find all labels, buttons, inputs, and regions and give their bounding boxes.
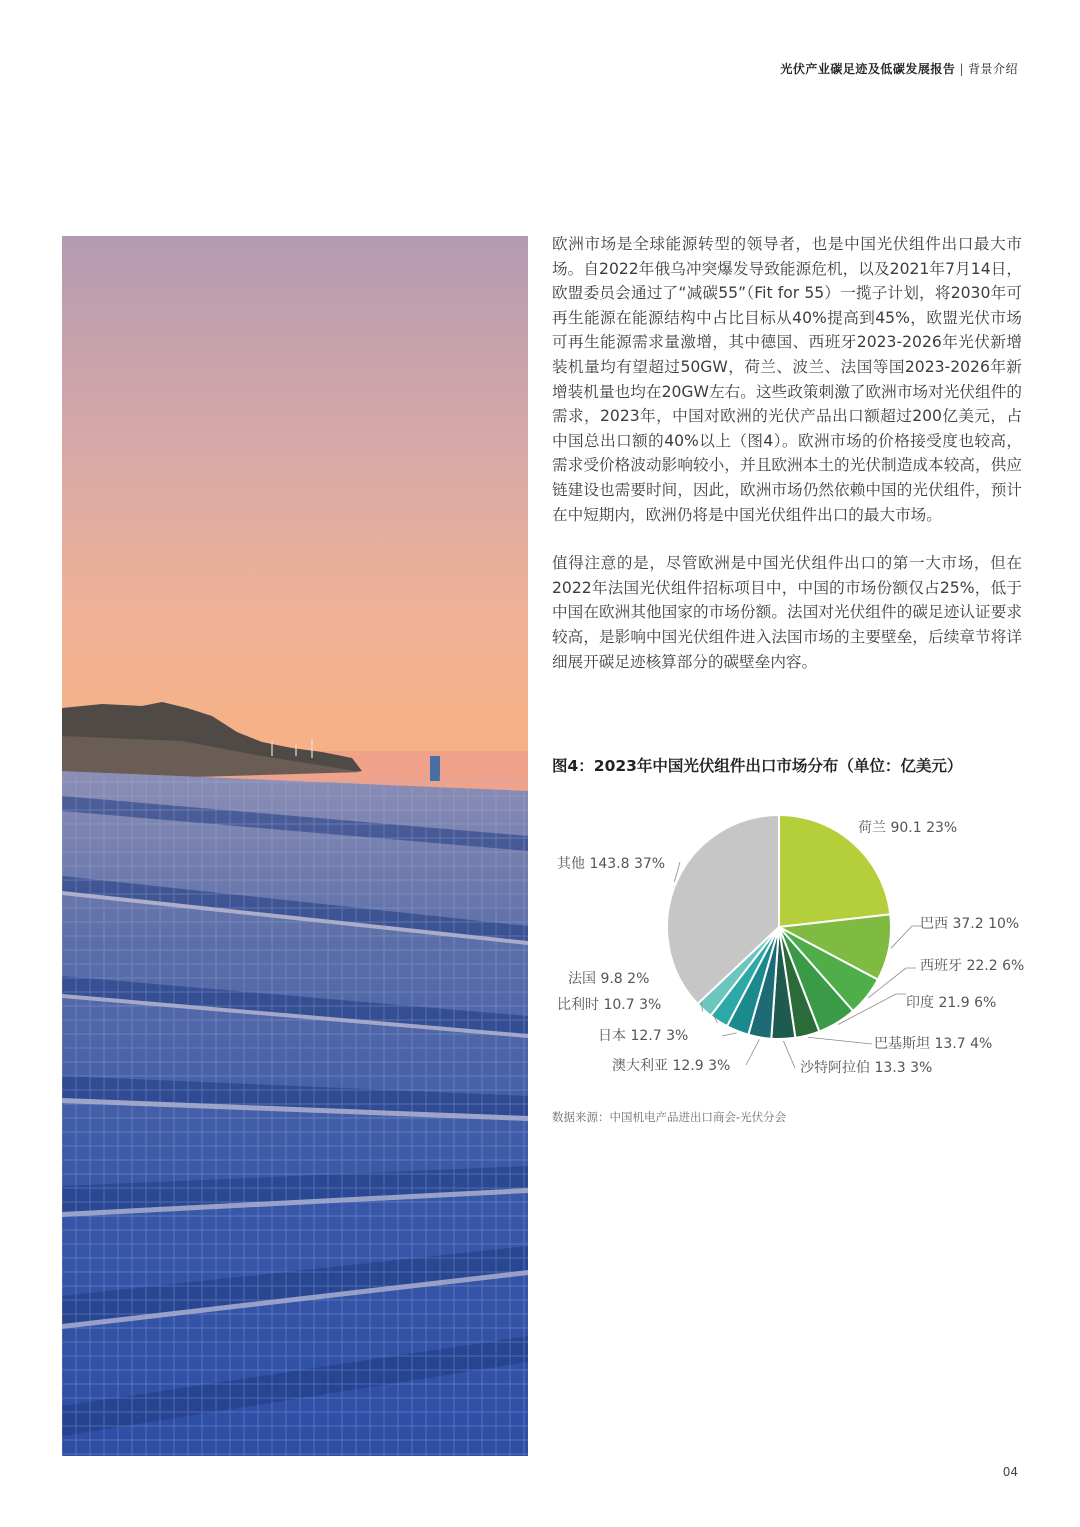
leader-line xyxy=(783,1041,795,1068)
export-pie-chart xyxy=(540,800,1060,1100)
header-separator: | xyxy=(959,62,964,76)
slice-label-沙特阿拉伯: 沙特阿拉伯 13.3 3% xyxy=(800,1060,933,1076)
leader-line xyxy=(746,1039,759,1065)
leader-line xyxy=(722,1033,737,1036)
slice-label-荷兰: 荷兰 90.1 23% xyxy=(858,820,958,836)
slice-label-巴西: 巴西 37.2 10% xyxy=(920,916,1020,932)
running-header xyxy=(780,60,1018,77)
paragraph-europe-market: 欧洲市场是全球能源转型的领导者，也是中国光伏组件出口最大市场。自2022年俄乌冲突爆发导致能源危机，以及2021年7月14日，欧盟委员会通过了“减碳55”（Fit for 55）一揽子计划，将2030年可再生能源在能源结构中占比目标从40%提高到45%，欧盟光伏市场可再生能源需求量激增，其中德国、西班牙2023-2026年光伏新增装机量均有望超过50GW，荷兰、波兰、法国等国2023-2026年新增装机量也均在20GW左右。这些政策刺激了欧洲市场对光伏组件的需求，2023年，中国对欧洲的光伏产品出口额超过200亿美元，占中国总出口额的40%以上（图4）。欧洲市场的价格接受度也较高，需求受价格波动影响较小，并且欧洲本土的光伏制造成本较高，供应链建设也需要时间，因此，欧洲市场仍然依赖中国的光伏组件，预计在中短期内，欧洲仍将是中国光伏组件出口的最大市场。 xyxy=(552,235,1022,524)
slice-label-其他: 其他 143.8 37% xyxy=(557,856,666,872)
slice-label-巴基斯坦: 巴基斯坦 13.7 4% xyxy=(874,1036,993,1052)
slice-label-澳大利亚: 澳大利亚 12.9 3% xyxy=(612,1058,731,1074)
slice-label-印度: 印度 21.9 6% xyxy=(906,995,997,1011)
solar-farm-photo xyxy=(62,236,528,1456)
section-name: 背景介绍 xyxy=(967,62,1018,76)
slice-label-比利时: 比利时 10.7 3% xyxy=(557,997,662,1013)
slice-label-西班牙: 西班牙 22.2 6% xyxy=(920,958,1025,974)
slice-label-法国: 法国 9.8 2% xyxy=(568,971,650,987)
body-text xyxy=(552,232,1022,698)
slice-label-日本: 日本 12.7 3% xyxy=(598,1028,689,1044)
report-title: 光伏产业碳足迹及低碳发展报告 xyxy=(780,62,956,76)
leader-line xyxy=(808,1037,872,1044)
data-source: 数据来源：中国机电产品进出口商会-光伏分会 xyxy=(552,1110,787,1124)
paragraph-france-barrier: 值得注意的是，尽管欧洲是中国光伏组件出口的第一大市场，但在2022年法国光伏组件招标项目中，中国的市场份额仅占25%，低于中国在欧洲其他国家的市场份额。法国对光伏组件的碳足迹认证要求较高，是影响中国光伏组件进入法国市场的主要壁垒，后续章节将详细展开碳足迹核算部分的碳壁垒内容。 xyxy=(552,554,1022,671)
page-number: 04 xyxy=(1002,1465,1018,1479)
leader-line xyxy=(891,926,922,948)
figure-title: 图4：2023年中国光伏组件出口市场分布（单位：亿美元） xyxy=(552,757,963,775)
